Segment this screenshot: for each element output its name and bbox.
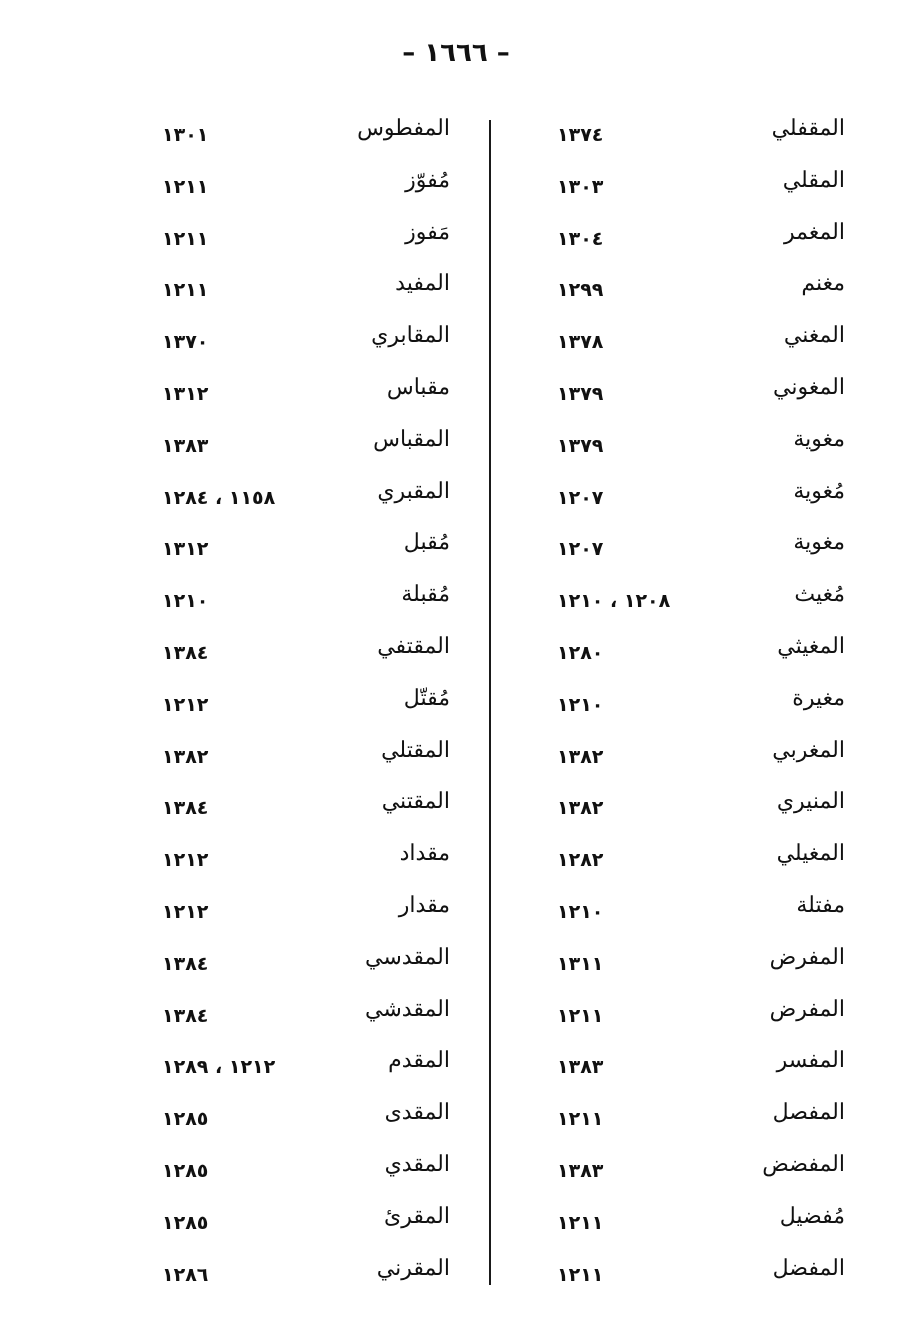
entry-name: المفطوس [357, 116, 450, 141]
index-entry [150, 160, 450, 212]
entry-name: المفضل [772, 1255, 845, 1281]
entry-page-ref: ١٣٨٤ [162, 641, 209, 664]
entry-page-ref: ١٢١١ [162, 279, 209, 302]
entry-page-ref: ١٢١٠ [557, 693, 604, 716]
index-entry [150, 730, 450, 782]
entry-name: المغيلي [776, 841, 845, 867]
entry-name: مقباس [386, 374, 450, 400]
entry-page-ref: ١٢٨٢ [557, 849, 604, 872]
entry-page-ref: ١٢١١ [557, 1211, 604, 1234]
entry-page-ref: ١٢٠٨ ، ١٢١٠ [557, 590, 671, 613]
entry-name: المقلي [782, 167, 845, 193]
entry-name: المقتفي [377, 633, 450, 659]
index-entry [150, 419, 450, 471]
entry-name: المقدسي [365, 944, 450, 970]
index-entry [150, 885, 450, 937]
index-entry [545, 160, 845, 212]
entry-page-ref: ١٣٨٣ [162, 434, 209, 457]
entry-name: المغربي [772, 737, 845, 763]
index-entry [150, 937, 450, 989]
entry-name: المقدى [384, 1100, 450, 1126]
entry-name: المقتني [381, 789, 450, 815]
entry-name: مفتلة [796, 892, 845, 918]
index-entry [545, 1092, 845, 1144]
entry-page-ref: ١٢١٠ [557, 900, 604, 923]
entry-name: مُفضيل [779, 1203, 845, 1229]
entry-page-ref: ١٣٨٣ [557, 1056, 604, 1079]
entry-page-ref: ١٣٧٨ [557, 331, 604, 354]
entry-page-ref: ١٣٨٢ [557, 797, 604, 820]
entry-page-ref: ١٢٨٠ [557, 641, 604, 664]
entry-name: المقفلي [771, 116, 845, 141]
entry-page-ref: ١٣٧٩ [557, 382, 604, 405]
entry-page-ref: ١٢٠٧ [557, 538, 604, 561]
index-entry [150, 108, 450, 160]
entry-name: مغوية [793, 530, 845, 556]
entry-page-ref: ١٣٠١ [162, 124, 209, 146]
entry-page-ref: ١٢٩٩ [557, 279, 604, 302]
index-entry [545, 471, 845, 523]
index-entry [545, 833, 845, 885]
index-entry [150, 367, 450, 419]
index-entry [150, 263, 450, 315]
entry-name: مُفوّز [405, 167, 450, 193]
index-column-left [150, 108, 450, 1299]
entry-page-ref: ١٢١٠ [162, 590, 209, 613]
index-entry [150, 471, 450, 523]
index-entry [150, 781, 450, 833]
entry-page-ref: ١٢١٢ ، ١٢٨٩ [162, 1056, 276, 1079]
entry-name: المغني [783, 323, 845, 349]
index-entry [150, 1196, 450, 1248]
entry-page-ref: ١٣٧٩ [557, 434, 604, 457]
entry-name: المغيثي [777, 633, 845, 659]
index-entry [545, 937, 845, 989]
index-entry [150, 212, 450, 264]
entry-name: المفصل [772, 1100, 845, 1126]
entry-page-ref: ١٣٨٤ [162, 797, 209, 820]
index-entry [545, 574, 845, 626]
index-entry [150, 678, 450, 730]
entry-page-ref: ١٢١١ [557, 1263, 604, 1286]
page-number: – ١٦٦٦ – [402, 38, 510, 68]
entry-page-ref: ١٢٠٧ [557, 486, 604, 509]
entry-name: المفرض [769, 944, 845, 970]
entry-page-ref: ١٣٨٢ [557, 745, 604, 768]
entry-name: المغوني [773, 374, 845, 400]
entry-page-ref: ١٣٧٤ [557, 124, 604, 146]
index-entry [150, 626, 450, 678]
entry-page-ref: ١٣١١ [557, 952, 604, 975]
entry-page-ref: ١٢١٢ [162, 693, 209, 716]
entry-page-ref: ١٣٧٠ [162, 331, 209, 354]
entry-name: المقتلي [381, 737, 450, 763]
entry-name: مغنم [801, 271, 845, 297]
index-entry [545, 522, 845, 574]
entry-page-ref: ١٣٨٤ [162, 952, 209, 975]
column-divider [489, 120, 491, 1285]
entry-name: مُقتّل [403, 685, 450, 711]
entry-page-ref: ١٢٨٥ [162, 1211, 209, 1234]
entry-page-ref: ١٣١٢ [162, 382, 209, 405]
entry-page-ref: ١٢٨٥ [162, 1159, 209, 1182]
entry-page-ref: ١٣٨٣ [557, 1159, 604, 1182]
index-entry [545, 781, 845, 833]
index-entry [545, 315, 845, 367]
entry-page-ref: ١٣١٢ [162, 538, 209, 561]
entry-page-ref: ١٢٨٦ [162, 1263, 209, 1286]
index-entry [545, 678, 845, 730]
index-entry [545, 263, 845, 315]
index-column-right [545, 108, 845, 1299]
index-entry [150, 315, 450, 367]
entry-name: مَفوز [405, 219, 450, 245]
entry-page-ref: ١٢١٢ [162, 849, 209, 872]
entry-name: مغوية [793, 426, 845, 452]
entry-page-ref: ١٣٠٣ [557, 175, 604, 198]
entry-page-ref: ١٢٨٥ [162, 1108, 209, 1131]
entry-name: مُغوية [793, 478, 845, 504]
entry-page-ref: ١٢١١ [162, 175, 209, 198]
entry-name: المقدي [384, 1151, 450, 1177]
index-entry [545, 730, 845, 782]
entry-name: مقداد [399, 841, 450, 867]
entry-name: المقابري [371, 323, 450, 349]
entry-page-ref: ١٣٨٢ [162, 745, 209, 768]
index-entry [150, 522, 450, 574]
entry-name: المقباس [373, 426, 450, 452]
index-entry [150, 1248, 450, 1300]
index-entry [545, 989, 845, 1041]
entry-name: مُقبل [403, 530, 450, 556]
entry-name: المقدم [388, 1048, 450, 1074]
index-entry [545, 108, 845, 160]
index-entry [545, 1248, 845, 1300]
entry-name: المغمر [783, 219, 845, 245]
index-entry [545, 1196, 845, 1248]
index-entry [150, 833, 450, 885]
entry-name: المقدشي [365, 996, 450, 1022]
index-entry [545, 419, 845, 471]
entry-name: مغيرة [792, 685, 845, 711]
entry-name: المنيري [776, 789, 845, 815]
index-entry [150, 1040, 450, 1092]
entry-name: المفسر [776, 1048, 845, 1074]
entry-name: المفرض [769, 996, 845, 1022]
index-entry [545, 367, 845, 419]
entry-page-ref: ١٢١١ [557, 1108, 604, 1131]
entry-name: المقبري [377, 478, 450, 504]
index-entry [150, 1092, 450, 1144]
entry-name: المفيد [395, 271, 450, 297]
index-entry [545, 626, 845, 678]
entry-name: مُقبلة [401, 582, 450, 608]
entry-page-ref: ١١٥٨ ، ١٢٨٤ [162, 486, 276, 509]
index-entry [545, 212, 845, 264]
index-entry [545, 1040, 845, 1092]
entry-name: المقرئ [383, 1203, 450, 1229]
entry-name: المفضض [762, 1151, 845, 1177]
entry-page-ref: ١٢١٢ [162, 900, 209, 923]
index-entry [150, 574, 450, 626]
index-entry [150, 989, 450, 1041]
index-entry [545, 885, 845, 937]
entry-name: المقرني [376, 1255, 450, 1281]
entry-page-ref: ١٢١١ [162, 227, 209, 250]
entry-page-ref: ١٣٠٤ [557, 227, 604, 250]
index-entry [545, 1144, 845, 1196]
entry-name: مُغيث [794, 582, 845, 608]
index-entry [150, 1144, 450, 1196]
entry-name: مقدار [398, 892, 450, 918]
entry-page-ref: ١٣٨٤ [162, 1004, 209, 1027]
entry-page-ref: ١٢١١ [557, 1004, 604, 1027]
